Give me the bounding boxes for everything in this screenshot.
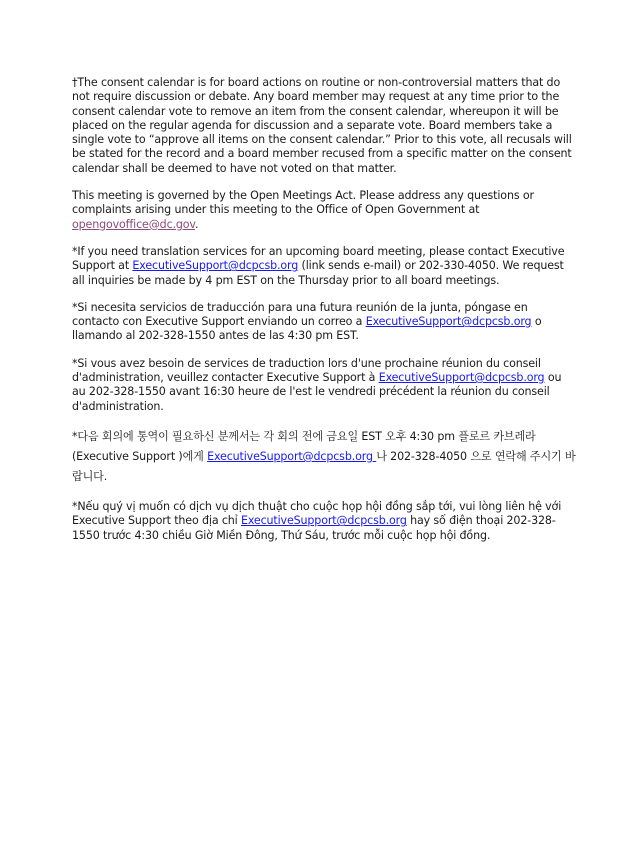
consent-calendar-text: †The consent calendar is for board actions on routine or non-controversial matters that do not require discussion or debate. Any board member may request at any time prior to the consent calendar vote to remove an item from the consent calendar, whereupon it will be placed on the regular agenda for discussion and a separate vote. Board members take a single vote to “approve all items on the consent calendar.” Prior to this vote, all recusals will be stated for the record and a board member recused from a specific matter on the consent calendar shall be deemed to have not voted on that matter. bbox=[72, 76, 572, 175]
opengov-email-link[interactable]: opengovoffice@dc.gov bbox=[72, 217, 195, 231]
korean-text-end: 나 202-328-4050 으로 연락해 주시기 바랍니다. bbox=[72, 449, 576, 483]
translation-notice-korean bbox=[72, 427, 577, 487]
translation-notice-spanish bbox=[72, 301, 577, 344]
consent-calendar-note bbox=[72, 76, 577, 176]
executive-support-email-link-vietnamese[interactable]: ExecutiveSupport@dcpcsb.org bbox=[240, 514, 407, 528]
korean-text: *다음 회의에 통역이 필요하신 분께서는 각 회의 전에 금요일 EST 오후 4:30 pm 플로르 카브레라 (Executive Support )에게 bbox=[72, 429, 536, 463]
executive-support-email-link-english[interactable]: ExecutiveSupport@dcpcsb.org bbox=[132, 259, 299, 273]
executive-support-email-link-spanish[interactable]: ExecutiveSupport@dcpcsb.org bbox=[365, 315, 532, 329]
vietnamese-text: *Nếu quý vị muốn có dịch vụ dịch thuật cho cuộc họp hội đồng sắp tới, vui lòng liên hệ với Executive Support theo địa chỉ bbox=[72, 499, 562, 528]
spanish-text: *Si necesita servicios de traducción para una futura reunión de la junta, póngase en contacto con Executive Support enviando un correo a bbox=[72, 300, 528, 329]
executive-support-email-link-french[interactable]: ExecutiveSupport@dcpcsb.org bbox=[378, 371, 545, 385]
translation-notice-french bbox=[72, 357, 577, 414]
french-text-end: ou au 202-328-1550 avant 16:30 heure de l'est le vendredi précédent la réunion du conseil d'administration. bbox=[72, 371, 562, 413]
english-text-end: (link sends e-mail) or 202-330-4050. We request all inquiries be made by 4 pm EST on the Thursday prior to all board meetings. bbox=[72, 259, 564, 287]
executive-support-email-link-korean[interactable]: ExecutiveSupport@dcpcsb.org bbox=[207, 449, 377, 463]
open-meetings-text: This meeting is governed by the Open Meetings Act. Please address any questions or complaints arising under this meeting to the Office of Open Government at bbox=[72, 189, 534, 217]
english-text: *If you need translation services for an upcoming board meeting, please contact Executive Support at bbox=[72, 244, 565, 273]
french-text: *Si vous avez besoin de services de traduction lors d'une prochaine réunion du conseil d'administration, veuillez contacter Executive Support à bbox=[72, 356, 541, 385]
notice-body bbox=[72, 76, 577, 556]
vietnamese-text-end: hay số điện thoại 202-328- 1550 trước 4:30 chiều Giờ Miền Đông, Thứ Sáu, trước mỗi cuộc họp hội đồng. bbox=[72, 514, 556, 542]
open-meetings-notice bbox=[72, 189, 577, 232]
translation-notice-vietnamese bbox=[72, 500, 577, 543]
open-meetings-text-end: . bbox=[194, 217, 199, 231]
translation-notice-english bbox=[72, 245, 577, 288]
spanish-text-end: o llamando al 202-328-1550 antes de las 4:30 pm EST. bbox=[72, 315, 542, 343]
